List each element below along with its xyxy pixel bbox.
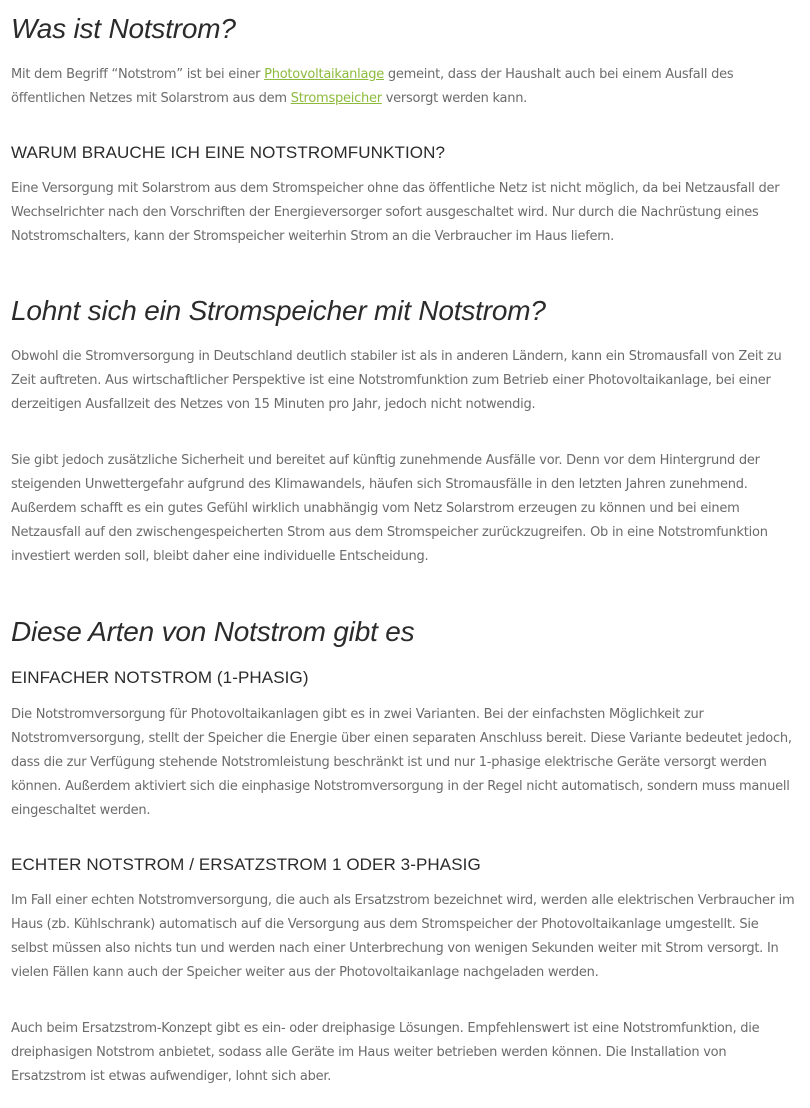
paragraph-warum-notstrom: Eine Versorgung mit Solarstrom aus dem Stromspeicher ohne das öffentliche Netz ist nicht möglich, da bei Netzausfall der Wechselrichter nach den Vorschriften der Energieversorger sofort ausgeschaltet wird. Nur durch die Nachrüstung eines Notstromschalters, kann der Stromspeicher weiterhin Strom an die Verbraucher im Haus liefern. [11, 181, 780, 244]
subheading-einfacher-notstrom: EINFACHER NOTSTROM (1-PHASIG) [11, 668, 309, 687]
paragraph-notstrom-definition [11, 63, 796, 111]
heading-arten-von-notstrom: Diese Arten von Notstrom gibt es [11, 616, 415, 647]
subheading-warum-notstromfunktion: WARUM BRAUCHE ICH EINE NOTSTROMFUNKTION? [11, 143, 446, 162]
text-segment: Mit dem Begriff “Notstrom” ist bei einer [11, 67, 265, 82]
heading-was-ist-notstrom: Was ist Notstrom? [11, 13, 236, 44]
paragraph-sicherheit: Sie gibt jedoch zusätzliche Sicherheit und bereitet auf künftig zunehmende Ausfälle vor. Denn vor dem Hintergrund der steigenden Unwettergefahr aufgrund des Klimawandels, häufen sich Stromausfälle in den letzten Jahren zunehmend. Außerdem schafft es ein gutes Gefühl wirklich unabhängig vom Netz Solarstrom erzeugen zu können und bei einem Netzausfall auf den zwischengespeicherten Strom aus dem Stromspeicher zurückzugreifen. Ob in eine Notstromfunktion investiert werden soll, bleibt daher eine individuelle Entscheidung. [11, 453, 768, 564]
text-segment: gemeint, dass der Haushalt auch bei einem Ausfall des öffentlichen Netzes mit Solarstrom aus dem [11, 67, 734, 106]
subheading-echter-notstrom: ECHTER NOTSTROM / ERSATZSTROM 1 ODER 3-PHASIG [11, 855, 481, 874]
paragraph-einfacher-notstrom: Die Notstromversorgung für Photovoltaikanlagen gibt es in zwei Varianten. Bei der einfachsten Möglichkeit zur Notstromversorgung, stellt der Speicher die Energie über einen separaten Anschluss bereit. Diese Variante bedeutet jedoch, dass die zur Verfügung stehende Notstromleistung beschränkt ist und nur 1-phasige elektrische Geräte versorgt werden können. Außerdem aktiviert sich die einphasige Notstromversorgung in der Regel nicht automatisch, sondern muss manuell eingeschaltet werden. [11, 707, 792, 818]
paragraph-echter-notstrom: Im Fall einer echten Notstromversorgung, die auch als Ersatzstrom bezeichnet wird, werden alle elektrischen Verbraucher im Haus (zb. Kühlschrank) automatisch auf die Versorgung aus dem Stromspeicher der Photovoltaikanlage umgestellt. Sie selbst müssen also nichts tun und werden nach einer Unterbrechung von wenigen Sekunden weiter mit Strom versorgt. In vielen Fällen kann auch der Speicher weiter aus der Photovoltaikanlage nachgeladen werden. [11, 893, 795, 980]
link-stromspeicher[interactable]: Stromspeicher [290, 91, 382, 106]
paragraph-ersatzstrom-konzept: Auch beim Ersatzstrom-Konzept gibt es ein- oder dreiphasige Lösungen. Empfehlenswert ist eine Notstromfunktion, die dreiphasigen Notstrom anbietet, sodass alle Geräte im Haus weiter betrieben werden können. Die Installation von Ersatzstrom ist etwas aufwendiger, lohnt sich aber. [11, 1021, 760, 1084]
paragraph-wirtschaftlichkeit: Obwohl die Stromversorgung in Deutschland deutlich stabiler ist als in anderen Ländern, kann ein Stromausfall von Zeit zu Zeit auftreten. Aus wirtschaftlicher Perspektive ist eine Notstromfunktion zum Betrieb einer Photovoltaikanlage, bei einer derzeitigen Ausfallzeit des Netzes von 15 Minuten pro Jahr, jedoch nicht notwendig. [11, 349, 782, 412]
link-photovoltaikanlage[interactable]: Photovoltaikanlage [264, 67, 384, 82]
heading-lohnt-sich-stromspeicher: Lohnt sich ein Stromspeicher mit Notstrom? [11, 295, 546, 326]
text-segment: versorgt werden kann. [381, 91, 528, 106]
